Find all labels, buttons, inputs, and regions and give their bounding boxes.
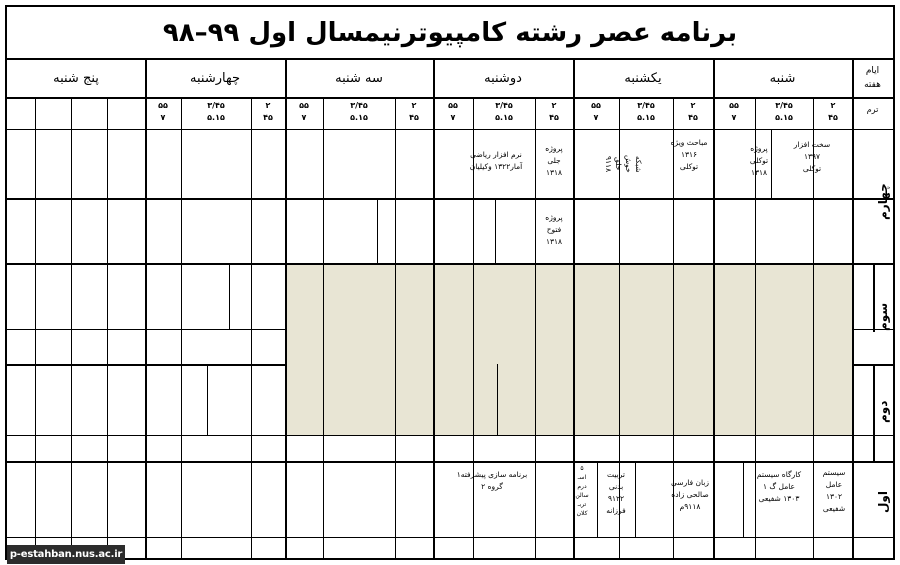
class-cell: برنامه سازی پیشرفته۱ گروه ۲ (456, 470, 528, 491)
time-slot: ۲ ۴۵ (549, 101, 559, 122)
time-slot: ۵۵ ۷ (299, 101, 309, 122)
day-wednesday: چهارشنبه (190, 71, 240, 86)
class-cell: ۵ اسـ درم سالن تربـ کلان (575, 465, 589, 517)
time-slot: ۲ ۴۵ (409, 101, 419, 122)
schedule-frame (5, 5, 895, 560)
time-slot: ۲ ۴۵ (263, 101, 273, 122)
day-tuesday: سه شنبه (335, 71, 383, 86)
time-slot: ۲ ۴۵ (828, 101, 838, 122)
day-thursday: پنج شنبه (53, 71, 99, 86)
class-cell: تربیت بدنی ۹۱۲۲ فرزانه (606, 470, 626, 515)
time-slot: ۳/۴۵ ۵.۱۵ (495, 101, 513, 122)
class-cell: نرم افزار ریاضی آمار۱۳۲۲ وکیلیان (469, 150, 523, 171)
time-slot: ۳/۴۵ ۵.۱۵ (775, 101, 793, 122)
time-slot: ۵۵ ۷ (448, 101, 458, 122)
term-fourth: چهارم (876, 183, 890, 221)
time-slot: ۳/۴۵ ۵.۱۵ (350, 101, 368, 122)
class-cell: پروژه جلی ۱۳۱۸ (545, 144, 563, 177)
time-slot: ۵۵ ۷ (158, 101, 168, 122)
term-first: اول (876, 491, 890, 513)
term-second: دوم (876, 400, 890, 424)
class-cell: کارگاه سیستم عامل گ ۱ ۱۳۰۳ شفیعی (756, 470, 802, 503)
corner-term-label: ترم (866, 105, 879, 114)
time-slot: ۵۵ ۷ (729, 101, 739, 122)
time-slot: ۳/۴۵ ۵.۱۵ (207, 101, 225, 122)
time-slot: ۵۵ ۷ (591, 101, 601, 122)
class-cell: سیستم عامل ۱۳۰۲ شفیعی (822, 468, 846, 513)
time-slot: ۲ ۴۵ (688, 101, 698, 122)
class-cell: پروژه فتوح ۱۳۱۸ (545, 213, 563, 246)
day-sunday: یکشنبه (624, 71, 662, 86)
class-cell: سخت افزار ۱۳۹۷ توکلی (793, 140, 831, 173)
class-cell: پروژه توکلی ۱۳۱۸ (749, 144, 769, 177)
shaded-block (285, 265, 852, 435)
page-title: برنامه عصر رشته کامپیوترنیمسال اول ۹۹–۹۸ (7, 7, 893, 60)
day-saturday: شنبه (769, 71, 796, 86)
term-third: سوم (876, 302, 890, 332)
time-slot: ۳/۴۵ ۵.۱۵ (637, 101, 655, 122)
class-cell: شبکه خوش خلق ۹۱۱۸ (604, 155, 643, 173)
site-watermark: p-estahban.nus.ac.ir (7, 545, 125, 564)
class-cell: مباحث ویژه ۱۳۱۶ توکلی (670, 138, 708, 171)
class-cell: زبان فارسی صالحی زاده ۹۱۱۸م (671, 478, 709, 511)
corner-days-label: ایام هفته (864, 66, 881, 90)
day-monday: دوشنبه (484, 71, 522, 86)
